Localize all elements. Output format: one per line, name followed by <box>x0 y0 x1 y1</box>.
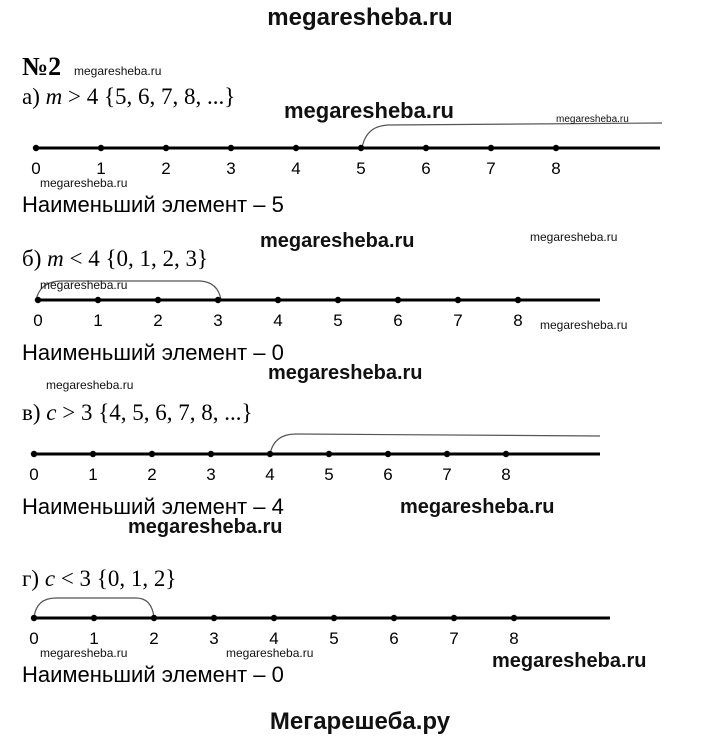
watermark-small: megaresheba.ru <box>40 176 128 190</box>
tick-dot <box>395 297 401 303</box>
part-c-number-line <box>0 424 720 494</box>
watermark-large: megaresheba.ru <box>260 230 415 252</box>
part-b-label: б) <box>22 246 42 271</box>
tick-dot <box>31 615 37 621</box>
watermark-small: megaresheba.ru <box>556 114 629 125</box>
tick-dot <box>511 615 517 621</box>
tick-label: 0 <box>33 311 43 330</box>
part-c-set-bracket <box>270 434 600 454</box>
tick-dot <box>208 451 214 457</box>
tick-dot <box>31 451 37 457</box>
part-a-set-bracket <box>362 123 662 148</box>
tick-dot <box>331 615 337 621</box>
tick-label: 2 <box>147 465 157 484</box>
watermark-large: megaresheba.ru <box>268 362 423 384</box>
part-c-variable: c <box>46 400 57 425</box>
watermark-small: megaresheba.ru <box>40 278 128 292</box>
tick-label: 0 <box>29 629 39 648</box>
watermark-small: megaresheba.ru <box>40 646 128 660</box>
part-c-relation: > 3 <box>62 400 93 425</box>
tick-label: 4 <box>269 629 279 648</box>
tick-dot <box>163 145 169 151</box>
tick-dot <box>391 615 397 621</box>
part-b-variable: m <box>47 246 64 271</box>
tick-label: 5 <box>356 159 366 178</box>
watermark-large: megaresheba.ru <box>284 98 454 123</box>
tick-dot <box>358 145 364 151</box>
watermark-small: megaresheba.ru <box>540 318 628 332</box>
tick-dot <box>451 615 457 621</box>
tick-dot <box>228 145 234 151</box>
tick-label: 4 <box>273 311 283 330</box>
part-c-answer: Наименьший элемент – 4 <box>22 494 284 519</box>
tick-label: 2 <box>161 159 171 178</box>
tick-label: 3 <box>213 311 223 330</box>
tick-label: 6 <box>389 629 399 648</box>
part-d-variable: c <box>44 566 56 591</box>
part-b-relation: < 4 <box>69 246 100 271</box>
tick-label: 3 <box>226 159 236 178</box>
tick-label: 3 <box>209 629 219 648</box>
tick-dot <box>98 145 104 151</box>
tick-label: 1 <box>89 629 99 648</box>
tick-dot <box>35 297 41 303</box>
part-a-set: {5, 6, 7, 8, ...} <box>103 84 236 109</box>
part-d-ticks <box>29 615 518 648</box>
part-a-variable: m <box>45 84 63 109</box>
tick-label: 7 <box>453 311 463 330</box>
tick-label: 8 <box>513 311 523 330</box>
tick-dot <box>515 297 521 303</box>
tick-label: 6 <box>393 311 403 330</box>
watermark-small: megaresheba.ru <box>530 230 618 244</box>
tick-label: 1 <box>88 465 98 484</box>
tick-label: 8 <box>551 159 561 178</box>
part-a-answer: Наименьший элемент – 5 <box>22 192 284 217</box>
tick-label: 4 <box>265 465 275 484</box>
tick-label: 0 <box>31 159 41 178</box>
part-b-ticks <box>33 297 522 330</box>
header-site-watermark: megaresheba.ru <box>267 4 453 31</box>
watermark-small: megaresheba.ru <box>74 64 162 78</box>
tick-dot <box>90 451 96 457</box>
part-d-set: {0, 1, 2} <box>96 566 177 591</box>
tick-dot <box>95 297 101 303</box>
tick-dot <box>271 615 277 621</box>
part-b-set: {0, 1, 2, 3} <box>105 246 209 271</box>
tick-label: 7 <box>449 629 459 648</box>
tick-dot <box>149 451 155 457</box>
tick-dot <box>151 615 157 621</box>
tick-label: 2 <box>153 311 163 330</box>
part-b-condition <box>22 246 208 272</box>
tick-label: 1 <box>93 311 103 330</box>
watermark-small: megaresheba.ru <box>46 378 134 392</box>
tick-label: 8 <box>509 629 519 648</box>
watermark-large: megaresheba.ru <box>400 496 555 518</box>
tick-dot <box>155 297 161 303</box>
tick-dot <box>215 297 221 303</box>
tick-dot <box>211 615 217 621</box>
tick-label: 3 <box>206 465 216 484</box>
tick-label: 5 <box>333 311 343 330</box>
tick-label: 6 <box>383 465 393 484</box>
part-c-ticks <box>29 451 510 484</box>
tick-dot <box>455 297 461 303</box>
problem-number: №2 <box>22 52 62 81</box>
tick-dot <box>503 451 509 457</box>
part-a-relation: > 4 <box>68 84 99 109</box>
tick-label: 6 <box>421 159 431 178</box>
tick-dot <box>275 297 281 303</box>
tick-dot <box>553 145 559 151</box>
tick-label: 5 <box>324 465 334 484</box>
tick-label: 2 <box>149 629 159 648</box>
tick-label: 8 <box>501 465 511 484</box>
tick-label: 5 <box>329 629 339 648</box>
part-b-answer: Наименьший элемент – 0 <box>22 340 284 365</box>
tick-label: 7 <box>486 159 496 178</box>
tick-dot <box>267 451 273 457</box>
tick-dot <box>385 451 391 457</box>
tick-label: 1 <box>96 159 106 178</box>
part-a-label: а) <box>22 84 40 109</box>
part-d-condition <box>22 566 176 592</box>
part-d-relation: < 3 <box>60 566 92 591</box>
tick-label: 4 <box>291 159 301 178</box>
watermark-large: megaresheba.ru <box>128 516 283 538</box>
tick-dot <box>33 145 39 151</box>
watermark-small: megaresheba.ru <box>226 646 314 660</box>
tick-dot <box>91 615 97 621</box>
tick-dot <box>326 451 332 457</box>
tick-label: 7 <box>442 465 452 484</box>
tick-dot <box>335 297 341 303</box>
part-d-label: г) <box>22 566 40 591</box>
part-a-ticks <box>31 145 560 178</box>
tick-dot <box>444 451 450 457</box>
tick-label: 0 <box>29 465 39 484</box>
tick-dot <box>423 145 429 151</box>
part-c-label: в) <box>22 400 41 425</box>
part-c-condition <box>22 400 253 426</box>
tick-dot <box>293 145 299 151</box>
footer-site-watermark: Мегарешеба.ру <box>269 708 451 735</box>
part-d-answer: Наименьший элемент – 0 <box>22 662 284 687</box>
part-c-set: {4, 5, 6, 7, 8, ...} <box>98 400 253 425</box>
tick-dot <box>488 145 494 151</box>
part-a-condition <box>22 84 235 110</box>
watermark-large: megaresheba.ru <box>492 650 647 672</box>
